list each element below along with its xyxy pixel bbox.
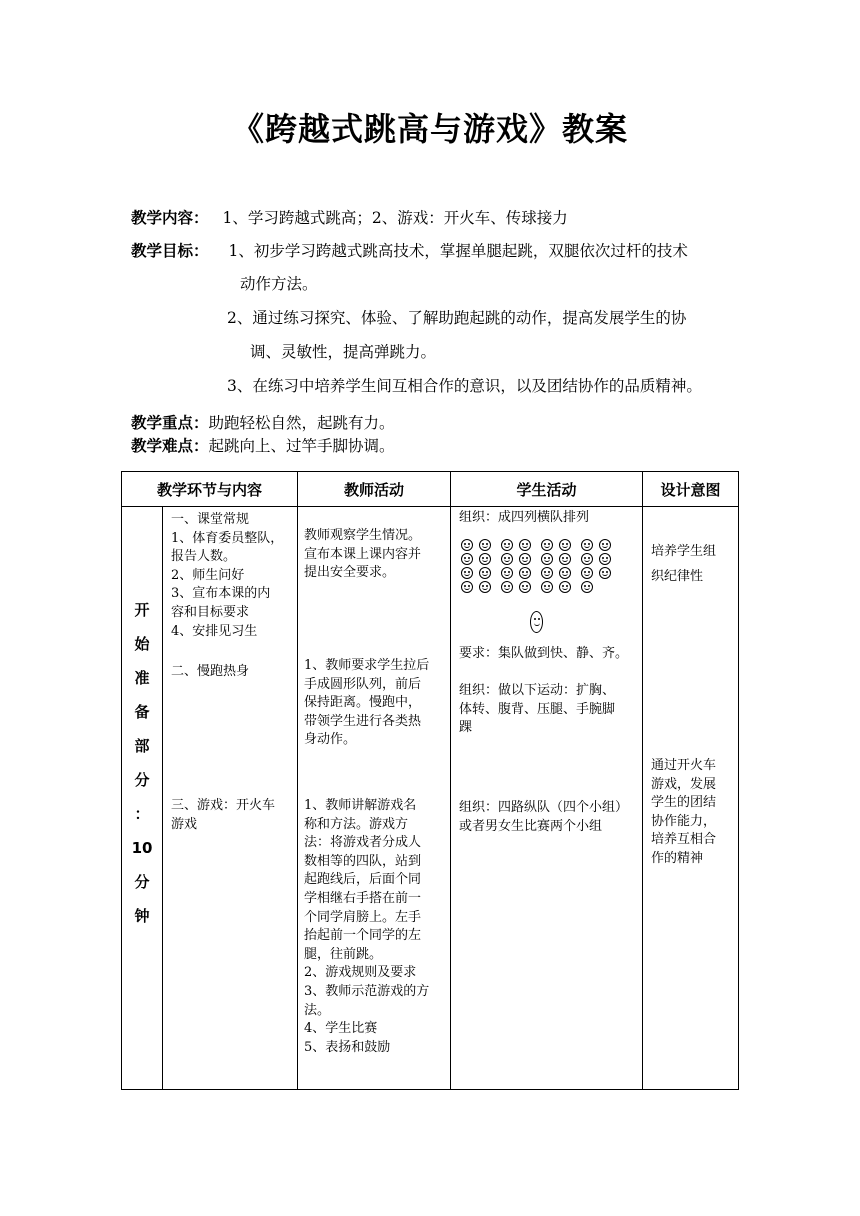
header-student: 学生活动: [451, 472, 643, 507]
intent-text: 学生的团结: [651, 795, 717, 811]
content-text: 一、课堂常规: [171, 512, 250, 527]
student-icon: [581, 567, 593, 579]
student-org-c: [459, 799, 628, 836]
header-teacher: 教师活动: [298, 472, 451, 507]
student-icon: [461, 581, 473, 593]
key-point-line: [131, 413, 395, 433]
content-block-a: [171, 511, 283, 641]
goal-1a: 1、初步学习跨越式跳高技术，掌握单腿起跳，双腿依次过杆的技术: [228, 242, 688, 260]
difficulty-text: 起跳向上、过竿手脚协调。: [208, 437, 395, 455]
teacher-text: 5、表扬和鼓励: [304, 1039, 391, 1055]
student-text: 踝: [459, 720, 473, 736]
student-icon: [519, 553, 531, 565]
page-title: 《跨越式跳高与游戏》教案: [231, 110, 628, 148]
teacher-text: 4、学生比赛: [304, 1021, 378, 1037]
student-icon: [559, 539, 571, 551]
section-char: 始: [134, 635, 150, 653]
intent-block-a: [651, 539, 716, 589]
teacher-block-c: [304, 797, 429, 1057]
section-char: 分: [134, 873, 150, 891]
student-text: 体转、腹背、压腿、手腕脚: [459, 701, 616, 717]
content-block-b: 二、慢跑热身: [171, 664, 250, 679]
student-icon: [519, 539, 531, 551]
section-char: 备: [134, 703, 150, 721]
section-char: ：: [134, 805, 150, 823]
student-icon: [461, 539, 473, 551]
student-icon: [519, 567, 531, 579]
teacher-text: 提出安全要求。: [304, 565, 396, 581]
teacher-text: 身动作。: [304, 732, 357, 748]
teacher-text: 2、游戏规则及要求: [304, 965, 417, 981]
student-icon: [461, 553, 473, 565]
difficulty-label: 教学难点：: [131, 437, 209, 455]
header-intent: 设计意图: [643, 472, 739, 507]
intent-text: 作的精神: [651, 850, 704, 866]
student-text: 或者男女生比赛两个小组: [459, 818, 603, 834]
content-text: 1、体育委员整队，: [171, 530, 284, 546]
intent-text: 织纪律性: [651, 569, 704, 584]
formation-diagram: [461, 539, 621, 639]
teacher-cell: [298, 507, 451, 1090]
student-icon: [501, 553, 513, 565]
content-label: 教学内容：: [131, 209, 209, 227]
content-block-c: [171, 797, 275, 834]
goal-2b: 调、灵敏性，提高弹跳力。: [250, 343, 437, 361]
intent-cell: [643, 507, 739, 1090]
intent-text: 培养互相合: [651, 832, 717, 848]
section-char: 钟: [134, 907, 150, 925]
student-icon: [479, 553, 491, 565]
section-label-vertical: [122, 593, 162, 933]
teacher-text: 保持距离。慢跑中，: [304, 695, 422, 711]
teacher-text: 数相等的四队，站到: [304, 853, 422, 869]
goals-line-1: [131, 241, 688, 261]
teacher-icon: [530, 611, 543, 633]
teacher-text: 抬起前一个同学的左: [304, 928, 422, 944]
teacher-text: 带领学生进行各类热: [304, 713, 422, 729]
student-icon: [501, 567, 513, 579]
student-icon: [599, 539, 611, 551]
content-text: 游戏: [171, 816, 198, 832]
goal-1b: 动作方法。: [240, 275, 318, 293]
student-cell: [451, 507, 643, 1090]
intent-text: 通过开火车: [651, 758, 717, 773]
student-icon: [541, 553, 553, 565]
student-icon: [541, 539, 553, 551]
goal-2a: 2、通过练习探究、体验、了解助跑起跳的动作，提高发展学生的协: [227, 309, 687, 327]
content-text: 三、游戏：开火车: [171, 798, 276, 813]
teacher-text: 1、教师讲解游戏名: [304, 798, 417, 813]
student-icon: [559, 567, 571, 579]
teacher-text: 法：将游戏者分成人: [304, 835, 422, 851]
student-text: 组织：四路纵队（四个小组）: [459, 800, 629, 815]
teacher-block-a: [304, 527, 421, 583]
student-icon: [559, 581, 571, 593]
student-requirement: 要求：集队做到快、静、齐。: [459, 646, 629, 661]
section-char: 部: [134, 737, 150, 755]
teacher-text: 腿，往前跳。: [304, 946, 383, 962]
student-icon: [599, 567, 611, 579]
header-section: 教学环节与内容: [122, 472, 298, 507]
student-org-a: 组织：成四列横队排列: [459, 510, 590, 525]
student-icon: [581, 539, 593, 551]
intent-text: 游戏，发展: [651, 776, 717, 792]
student-icon: [461, 567, 473, 579]
student-icon: [599, 553, 611, 565]
student-text: 组织：做以下运动：扩胸、: [459, 683, 616, 698]
section-char: 10: [131, 839, 153, 857]
teacher-text: 3、教师示范游戏的方: [304, 983, 430, 999]
content-cell: [163, 507, 298, 1090]
student-icon: [559, 553, 571, 565]
student-icon: [581, 581, 593, 593]
content-text: 3、宣布本课的内: [171, 586, 271, 602]
intent-text: 培养学生组: [651, 544, 717, 559]
table-row-start-section: [122, 507, 739, 1090]
student-icon: [581, 553, 593, 565]
section-char: 分: [134, 771, 150, 789]
student-icon: [501, 539, 513, 551]
teacher-text: 教师观察学生情况。: [304, 528, 422, 543]
content-text: 4、安排见习生: [171, 623, 258, 639]
content-text: 1、学习跨越式跳高；2、游戏：开火车、传球接力: [222, 209, 568, 227]
student-org-b: [459, 682, 615, 738]
teacher-text: 称和方法。游戏方: [304, 816, 409, 832]
goal-3: 3、在练习中培养学生间互相合作的意识，以及团结协作的品质精神。: [227, 377, 702, 395]
intent-text: 协作能力，: [651, 813, 717, 829]
teacher-text: 个同学肩膀上。左手: [304, 909, 422, 925]
student-icon: [479, 539, 491, 551]
content-text: 2、师生问好: [171, 567, 245, 583]
teacher-text: 学相继右手搭在前一: [304, 890, 422, 906]
teacher-block-b: [304, 657, 429, 750]
teacher-text: 手成圆形队列，前后: [304, 676, 422, 692]
table-header-row: [122, 472, 739, 507]
teacher-text: 宣布本课上课内容并: [304, 546, 422, 562]
goals-label: 教学目标：: [131, 242, 209, 260]
teacher-text: 法。: [304, 1002, 331, 1018]
student-icon: [479, 567, 491, 579]
intent-block-c: [651, 757, 716, 869]
student-icon: [501, 581, 513, 593]
student-icon: [519, 581, 531, 593]
student-icon: [479, 581, 491, 593]
section-label-cell: [122, 507, 163, 1090]
content-text: 报告人数。: [171, 549, 237, 565]
lesson-table: [121, 471, 739, 1090]
student-icon: [541, 567, 553, 579]
content-text: 容和目标要求: [171, 604, 250, 620]
section-char: 开: [134, 601, 150, 619]
content-line: [131, 208, 568, 228]
difficulty-line: [131, 436, 395, 456]
key-point-text: 助跑轻松自然，起跳有力。: [208, 414, 395, 432]
teacher-text: 起跑线后，后面个同: [304, 872, 422, 888]
section-char: 准: [134, 669, 150, 687]
teacher-text: 1、教师要求学生拉后: [304, 658, 430, 673]
student-icon: [541, 581, 553, 593]
key-point-label: 教学重点：: [131, 414, 209, 432]
